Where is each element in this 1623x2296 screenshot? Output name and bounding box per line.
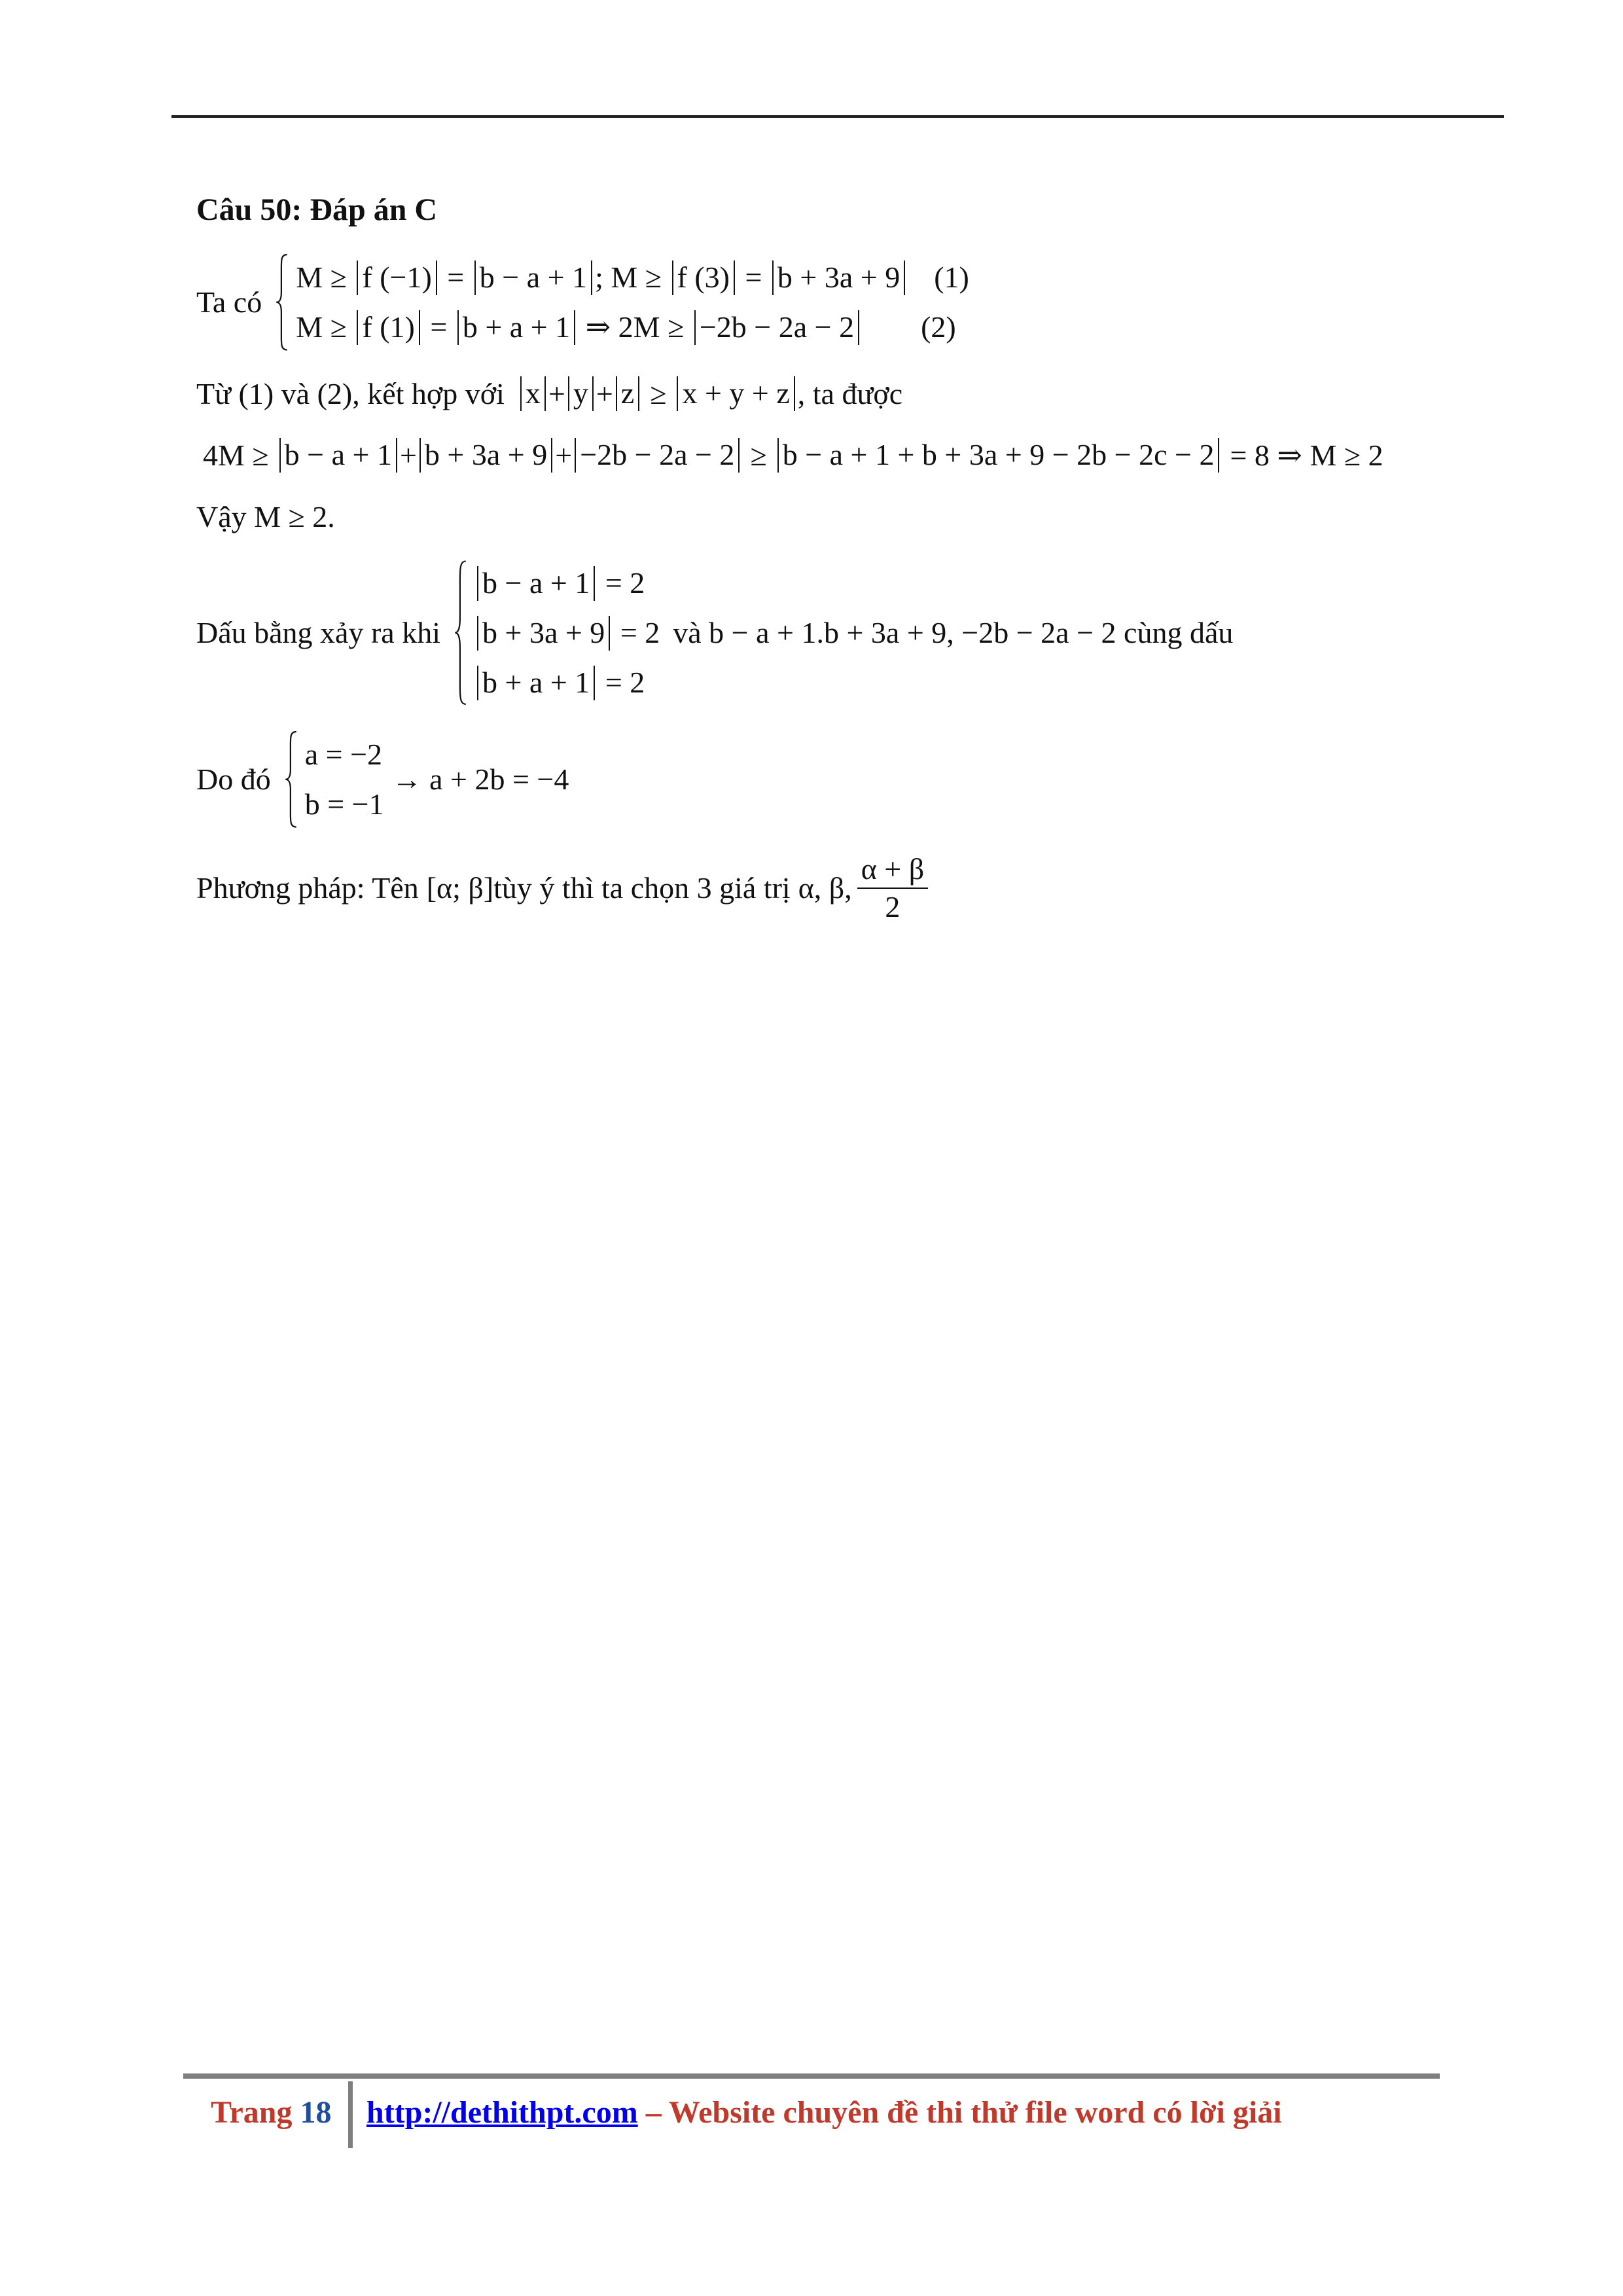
- left-brace-icon: [284, 730, 298, 829]
- result-equation-system: [284, 730, 384, 829]
- left-brace-icon: [275, 253, 289, 352]
- equality-system: [454, 558, 1233, 707]
- document-body: [196, 190, 1472, 947]
- equation-tag-1: (1): [934, 260, 969, 295]
- main-inequality: 4M ≥ b − a + 1 + b + 3a + 9 + −2b − 2a − 2 ≥ b − a + 1 + b + 3a + 9 − 2b − 2c − 2 = 8 ⇒ M ≥ 2: [203, 438, 1383, 472]
- website-link[interactable]: http://dethithpt.com: [366, 2095, 638, 2130]
- footer-text: http://dethithpt.com – Website chuyên đề thi thử file word có lời giải: [366, 2095, 1282, 2130]
- equality-line-2: b + 3a + 9 = 2 và b − a + 1.b + 3a + 9, −2b − 2a − 2 cùng dấu: [474, 608, 1233, 658]
- equality-line-1: b − a + 1 = 2: [474, 558, 1233, 608]
- result-line-2: b = −1: [304, 787, 384, 821]
- footer-separator: [348, 2081, 353, 2148]
- combine-line: Từ (1) và (2), kết hợp với x + y + z ≥ x + y + z , ta được: [196, 376, 903, 410]
- alpha-beta-fraction: $\frac{\alpha + \beta}{2}$: [857, 851, 928, 924]
- equation-tag-2: (2): [921, 310, 956, 344]
- conclusion-line: Vậy M ≥ 2.: [196, 499, 335, 533]
- result-line-1: a = −2: [304, 737, 383, 771]
- given-line-1: M ≥ f (−1) = b − a + 1 ; M ≥ f (3) = b + 3a + 9 (1): [296, 253, 969, 302]
- given-system: [196, 253, 1472, 352]
- page-footer: [177, 2073, 1446, 2152]
- header-rule: [171, 115, 1504, 118]
- page-number: Trang 18: [211, 2095, 332, 2130]
- given-equation-system: [275, 253, 969, 352]
- footer-rule: [183, 2073, 1440, 2079]
- left-brace-icon: [454, 558, 468, 707]
- question-heading: Câu 50: Đáp án C: [196, 192, 438, 227]
- equality-condition: Dấu bằng xảy ra khi b − a + 1 = 2 b + 3a + 9 = 2 và b − a + 1.b + 3a + 9, −2b − 2a − 2 cùng dấu b + a + 1 = 2: [196, 558, 1472, 707]
- given-label: Ta có: [196, 285, 262, 319]
- equality-line-3: b + a + 1 = 2: [474, 658, 1233, 708]
- result-tail: → a + 2b = −4: [391, 762, 569, 796]
- given-line-2: M ≥ f (1) = b + a + 1 ⇒ 2M ≥ −2b − 2a − 2 (2): [296, 302, 969, 352]
- method-line: Phương pháp: Tên [α; β] tùy ý thì ta chọn 3 giá trị α, β, $\frac{\alpha + \beta}{2}$: [196, 851, 1472, 924]
- result-system: Do đó a = −2 b = −1 → a + 2b = −4: [196, 730, 1472, 829]
